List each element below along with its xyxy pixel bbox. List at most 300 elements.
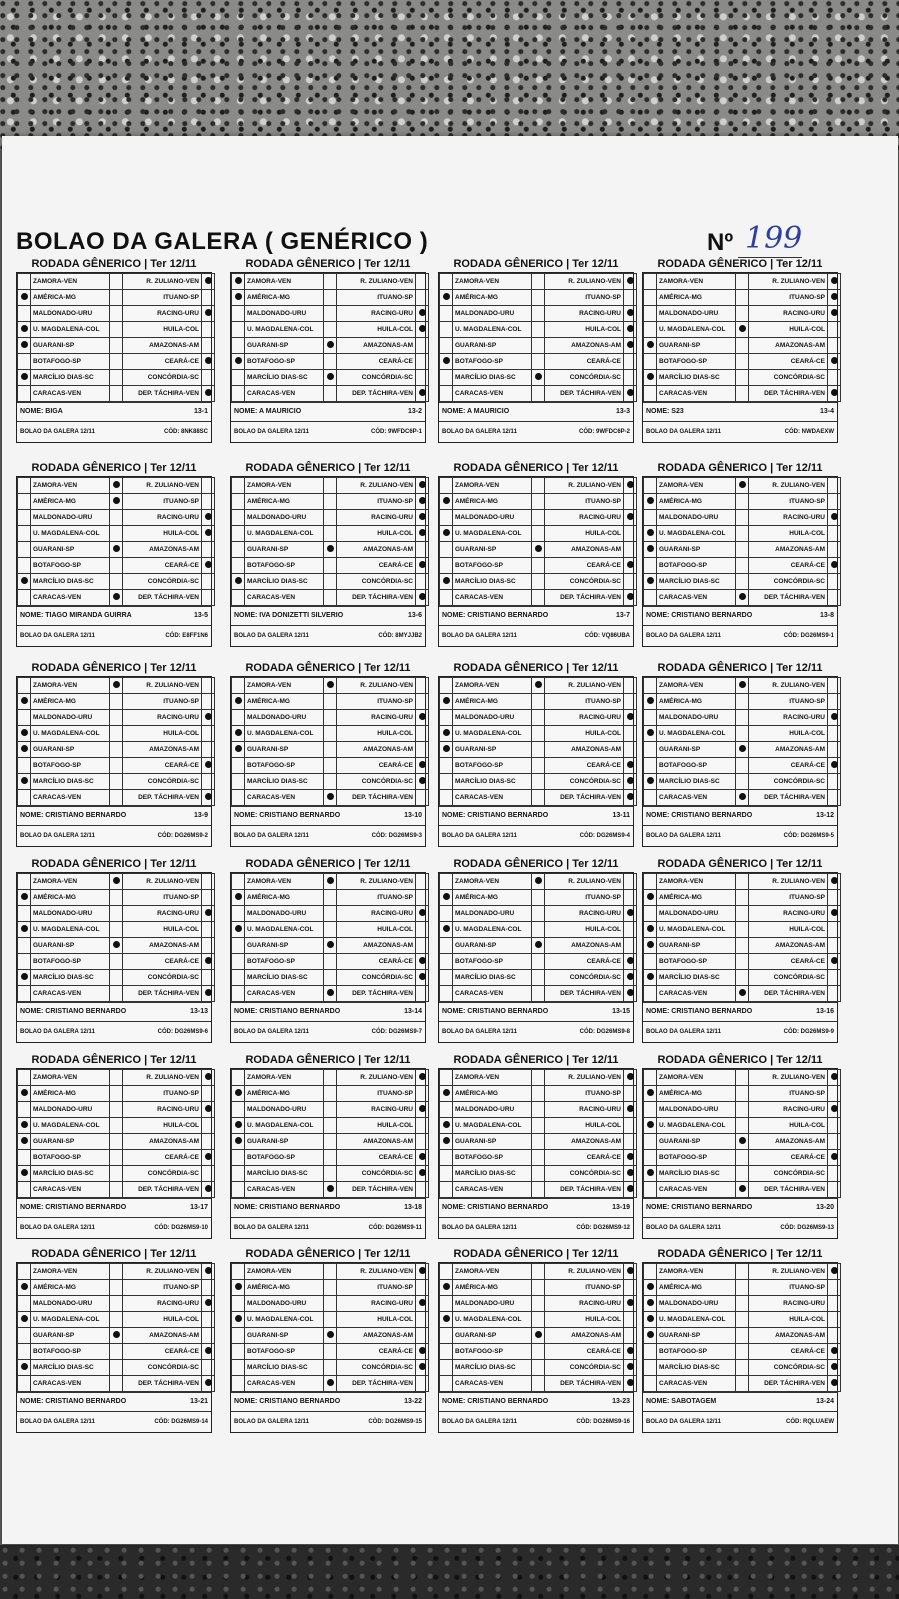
away-pick-mark[interactable] xyxy=(416,1360,429,1376)
away-pick-mark[interactable] xyxy=(416,306,429,322)
away-pick-mark[interactable] xyxy=(202,558,215,574)
home-pick-mark[interactable] xyxy=(232,574,245,590)
home-pick-mark[interactable] xyxy=(18,354,31,370)
draw-pick-mark[interactable] xyxy=(110,1150,123,1166)
home-pick-mark[interactable] xyxy=(232,1376,245,1392)
draw-pick-mark[interactable] xyxy=(324,922,337,938)
home-pick-mark[interactable] xyxy=(232,1166,245,1182)
draw-pick-mark[interactable] xyxy=(324,542,337,558)
home-pick-mark[interactable] xyxy=(18,590,31,606)
away-pick-mark[interactable] xyxy=(416,526,429,542)
home-pick-mark[interactable] xyxy=(232,274,245,290)
draw-pick-mark[interactable] xyxy=(532,1376,545,1392)
away-pick-mark[interactable] xyxy=(416,1150,429,1166)
draw-pick-mark[interactable] xyxy=(532,954,545,970)
away-pick-mark[interactable] xyxy=(624,274,637,290)
home-pick-mark[interactable] xyxy=(644,274,657,290)
away-pick-mark[interactable] xyxy=(828,494,841,510)
away-pick-mark[interactable] xyxy=(416,1134,429,1150)
draw-pick-mark[interactable] xyxy=(110,510,123,526)
away-pick-mark[interactable] xyxy=(828,306,841,322)
home-pick-mark[interactable] xyxy=(644,790,657,806)
away-pick-mark[interactable] xyxy=(202,1376,215,1392)
draw-pick-mark[interactable] xyxy=(324,742,337,758)
away-pick-mark[interactable] xyxy=(624,370,637,386)
home-pick-mark[interactable] xyxy=(440,1344,453,1360)
away-pick-mark[interactable] xyxy=(416,774,429,790)
away-pick-mark[interactable] xyxy=(828,386,841,402)
home-pick-mark[interactable] xyxy=(644,1280,657,1296)
home-pick-mark[interactable] xyxy=(644,694,657,710)
away-pick-mark[interactable] xyxy=(416,922,429,938)
home-pick-mark[interactable] xyxy=(232,1070,245,1086)
away-pick-mark[interactable] xyxy=(624,1376,637,1392)
away-pick-mark[interactable] xyxy=(416,322,429,338)
draw-pick-mark[interactable] xyxy=(736,338,749,354)
away-pick-mark[interactable] xyxy=(416,1182,429,1198)
home-pick-mark[interactable] xyxy=(18,694,31,710)
away-pick-mark[interactable] xyxy=(416,986,429,1002)
away-pick-mark[interactable] xyxy=(828,758,841,774)
draw-pick-mark[interactable] xyxy=(736,890,749,906)
draw-pick-mark[interactable] xyxy=(110,574,123,590)
draw-pick-mark[interactable] xyxy=(324,526,337,542)
home-pick-mark[interactable] xyxy=(440,710,453,726)
draw-pick-mark[interactable] xyxy=(324,1118,337,1134)
draw-pick-mark[interactable] xyxy=(532,322,545,338)
away-pick-mark[interactable] xyxy=(202,1150,215,1166)
draw-pick-mark[interactable] xyxy=(110,494,123,510)
away-pick-mark[interactable] xyxy=(416,694,429,710)
draw-pick-mark[interactable] xyxy=(736,1280,749,1296)
draw-pick-mark[interactable] xyxy=(324,574,337,590)
draw-pick-mark[interactable] xyxy=(532,922,545,938)
home-pick-mark[interactable] xyxy=(440,1328,453,1344)
draw-pick-mark[interactable] xyxy=(324,1344,337,1360)
away-pick-mark[interactable] xyxy=(828,526,841,542)
away-pick-mark[interactable] xyxy=(202,906,215,922)
home-pick-mark[interactable] xyxy=(232,726,245,742)
away-pick-mark[interactable] xyxy=(828,790,841,806)
draw-pick-mark[interactable] xyxy=(532,306,545,322)
draw-pick-mark[interactable] xyxy=(532,1166,545,1182)
draw-pick-mark[interactable] xyxy=(324,874,337,890)
draw-pick-mark[interactable] xyxy=(110,526,123,542)
draw-pick-mark[interactable] xyxy=(532,710,545,726)
home-pick-mark[interactable] xyxy=(18,290,31,306)
draw-pick-mark[interactable] xyxy=(110,1344,123,1360)
draw-pick-mark[interactable] xyxy=(736,774,749,790)
away-pick-mark[interactable] xyxy=(202,290,215,306)
draw-pick-mark[interactable] xyxy=(324,290,337,306)
away-pick-mark[interactable] xyxy=(624,306,637,322)
home-pick-mark[interactable] xyxy=(232,526,245,542)
home-pick-mark[interactable] xyxy=(440,274,453,290)
draw-pick-mark[interactable] xyxy=(736,478,749,494)
home-pick-mark[interactable] xyxy=(18,1264,31,1280)
away-pick-mark[interactable] xyxy=(624,1118,637,1134)
home-pick-mark[interactable] xyxy=(440,890,453,906)
away-pick-mark[interactable] xyxy=(416,494,429,510)
away-pick-mark[interactable] xyxy=(202,1102,215,1118)
draw-pick-mark[interactable] xyxy=(110,386,123,402)
home-pick-mark[interactable] xyxy=(232,1150,245,1166)
away-pick-mark[interactable] xyxy=(202,1134,215,1150)
home-pick-mark[interactable] xyxy=(440,938,453,954)
home-pick-mark[interactable] xyxy=(644,370,657,386)
away-pick-mark[interactable] xyxy=(202,478,215,494)
draw-pick-mark[interactable] xyxy=(110,938,123,954)
away-pick-mark[interactable] xyxy=(828,694,841,710)
away-pick-mark[interactable] xyxy=(624,494,637,510)
draw-pick-mark[interactable] xyxy=(324,1328,337,1344)
away-pick-mark[interactable] xyxy=(202,1264,215,1280)
draw-pick-mark[interactable] xyxy=(324,558,337,574)
away-pick-mark[interactable] xyxy=(202,694,215,710)
draw-pick-mark[interactable] xyxy=(110,370,123,386)
away-pick-mark[interactable] xyxy=(828,274,841,290)
home-pick-mark[interactable] xyxy=(644,890,657,906)
draw-pick-mark[interactable] xyxy=(736,874,749,890)
away-pick-mark[interactable] xyxy=(624,386,637,402)
home-pick-mark[interactable] xyxy=(232,1344,245,1360)
draw-pick-mark[interactable] xyxy=(532,1134,545,1150)
home-pick-mark[interactable] xyxy=(440,1166,453,1182)
home-pick-mark[interactable] xyxy=(644,1070,657,1086)
home-pick-mark[interactable] xyxy=(440,790,453,806)
home-pick-mark[interactable] xyxy=(644,1264,657,1280)
away-pick-mark[interactable] xyxy=(416,874,429,890)
draw-pick-mark[interactable] xyxy=(110,710,123,726)
away-pick-mark[interactable] xyxy=(624,1344,637,1360)
away-pick-mark[interactable] xyxy=(624,890,637,906)
draw-pick-mark[interactable] xyxy=(324,386,337,402)
draw-pick-mark[interactable] xyxy=(736,274,749,290)
away-pick-mark[interactable] xyxy=(828,290,841,306)
draw-pick-mark[interactable] xyxy=(736,922,749,938)
home-pick-mark[interactable] xyxy=(18,274,31,290)
draw-pick-mark[interactable] xyxy=(324,1086,337,1102)
draw-pick-mark[interactable] xyxy=(110,954,123,970)
away-pick-mark[interactable] xyxy=(416,938,429,954)
draw-pick-mark[interactable] xyxy=(532,354,545,370)
home-pick-mark[interactable] xyxy=(644,1328,657,1344)
draw-pick-mark[interactable] xyxy=(532,906,545,922)
draw-pick-mark[interactable] xyxy=(736,742,749,758)
away-pick-mark[interactable] xyxy=(416,1328,429,1344)
away-pick-mark[interactable] xyxy=(828,478,841,494)
home-pick-mark[interactable] xyxy=(644,1118,657,1134)
draw-pick-mark[interactable] xyxy=(324,1182,337,1198)
home-pick-mark[interactable] xyxy=(232,710,245,726)
draw-pick-mark[interactable] xyxy=(736,526,749,542)
draw-pick-mark[interactable] xyxy=(736,970,749,986)
home-pick-mark[interactable] xyxy=(18,938,31,954)
draw-pick-mark[interactable] xyxy=(110,1376,123,1392)
away-pick-mark[interactable] xyxy=(624,590,637,606)
draw-pick-mark[interactable] xyxy=(736,710,749,726)
away-pick-mark[interactable] xyxy=(202,526,215,542)
draw-pick-mark[interactable] xyxy=(324,1102,337,1118)
away-pick-mark[interactable] xyxy=(202,494,215,510)
home-pick-mark[interactable] xyxy=(644,774,657,790)
draw-pick-mark[interactable] xyxy=(532,1360,545,1376)
away-pick-mark[interactable] xyxy=(416,478,429,494)
home-pick-mark[interactable] xyxy=(644,494,657,510)
draw-pick-mark[interactable] xyxy=(532,938,545,954)
away-pick-mark[interactable] xyxy=(828,1150,841,1166)
away-pick-mark[interactable] xyxy=(202,970,215,986)
draw-pick-mark[interactable] xyxy=(110,1264,123,1280)
home-pick-mark[interactable] xyxy=(18,1118,31,1134)
draw-pick-mark[interactable] xyxy=(532,790,545,806)
home-pick-mark[interactable] xyxy=(440,1070,453,1086)
home-pick-mark[interactable] xyxy=(440,678,453,694)
away-pick-mark[interactable] xyxy=(828,510,841,526)
home-pick-mark[interactable] xyxy=(644,542,657,558)
home-pick-mark[interactable] xyxy=(644,1344,657,1360)
away-pick-mark[interactable] xyxy=(202,1360,215,1376)
away-pick-mark[interactable] xyxy=(624,1182,637,1198)
draw-pick-mark[interactable] xyxy=(532,678,545,694)
home-pick-mark[interactable] xyxy=(18,1376,31,1392)
draw-pick-mark[interactable] xyxy=(532,758,545,774)
draw-pick-mark[interactable] xyxy=(736,542,749,558)
away-pick-mark[interactable] xyxy=(624,1296,637,1312)
home-pick-mark[interactable] xyxy=(18,574,31,590)
home-pick-mark[interactable] xyxy=(232,494,245,510)
draw-pick-mark[interactable] xyxy=(324,938,337,954)
home-pick-mark[interactable] xyxy=(232,290,245,306)
home-pick-mark[interactable] xyxy=(644,922,657,938)
away-pick-mark[interactable] xyxy=(828,1360,841,1376)
home-pick-mark[interactable] xyxy=(18,338,31,354)
away-pick-mark[interactable] xyxy=(828,574,841,590)
home-pick-mark[interactable] xyxy=(18,306,31,322)
home-pick-mark[interactable] xyxy=(232,986,245,1002)
draw-pick-mark[interactable] xyxy=(532,1102,545,1118)
away-pick-mark[interactable] xyxy=(624,322,637,338)
draw-pick-mark[interactable] xyxy=(736,1118,749,1134)
home-pick-mark[interactable] xyxy=(232,890,245,906)
draw-pick-mark[interactable] xyxy=(532,386,545,402)
home-pick-mark[interactable] xyxy=(644,938,657,954)
away-pick-mark[interactable] xyxy=(624,906,637,922)
draw-pick-mark[interactable] xyxy=(736,954,749,970)
away-pick-mark[interactable] xyxy=(624,290,637,306)
draw-pick-mark[interactable] xyxy=(110,1070,123,1086)
draw-pick-mark[interactable] xyxy=(110,590,123,606)
home-pick-mark[interactable] xyxy=(18,370,31,386)
home-pick-mark[interactable] xyxy=(644,478,657,494)
draw-pick-mark[interactable] xyxy=(736,1360,749,1376)
draw-pick-mark[interactable] xyxy=(532,370,545,386)
home-pick-mark[interactable] xyxy=(644,1102,657,1118)
away-pick-mark[interactable] xyxy=(416,1312,429,1328)
away-pick-mark[interactable] xyxy=(624,574,637,590)
draw-pick-mark[interactable] xyxy=(110,906,123,922)
draw-pick-mark[interactable] xyxy=(324,322,337,338)
home-pick-mark[interactable] xyxy=(440,1280,453,1296)
home-pick-mark[interactable] xyxy=(440,1150,453,1166)
home-pick-mark[interactable] xyxy=(440,694,453,710)
home-pick-mark[interactable] xyxy=(644,574,657,590)
draw-pick-mark[interactable] xyxy=(736,386,749,402)
draw-pick-mark[interactable] xyxy=(736,370,749,386)
away-pick-mark[interactable] xyxy=(828,1166,841,1182)
away-pick-mark[interactable] xyxy=(624,1312,637,1328)
away-pick-mark[interactable] xyxy=(416,1166,429,1182)
draw-pick-mark[interactable] xyxy=(736,290,749,306)
draw-pick-mark[interactable] xyxy=(110,306,123,322)
away-pick-mark[interactable] xyxy=(202,710,215,726)
away-pick-mark[interactable] xyxy=(828,558,841,574)
draw-pick-mark[interactable] xyxy=(110,694,123,710)
away-pick-mark[interactable] xyxy=(828,1328,841,1344)
draw-pick-mark[interactable] xyxy=(532,890,545,906)
home-pick-mark[interactable] xyxy=(18,710,31,726)
away-pick-mark[interactable] xyxy=(828,1376,841,1392)
home-pick-mark[interactable] xyxy=(440,774,453,790)
home-pick-mark[interactable] xyxy=(644,954,657,970)
away-pick-mark[interactable] xyxy=(202,306,215,322)
home-pick-mark[interactable] xyxy=(440,1118,453,1134)
home-pick-mark[interactable] xyxy=(440,874,453,890)
home-pick-mark[interactable] xyxy=(232,510,245,526)
away-pick-mark[interactable] xyxy=(202,274,215,290)
home-pick-mark[interactable] xyxy=(644,710,657,726)
home-pick-mark[interactable] xyxy=(440,478,453,494)
draw-pick-mark[interactable] xyxy=(532,1312,545,1328)
home-pick-mark[interactable] xyxy=(18,1102,31,1118)
draw-pick-mark[interactable] xyxy=(324,954,337,970)
home-pick-mark[interactable] xyxy=(440,290,453,306)
home-pick-mark[interactable] xyxy=(440,542,453,558)
away-pick-mark[interactable] xyxy=(624,758,637,774)
home-pick-mark[interactable] xyxy=(644,526,657,542)
draw-pick-mark[interactable] xyxy=(324,774,337,790)
away-pick-mark[interactable] xyxy=(416,510,429,526)
away-pick-mark[interactable] xyxy=(624,1102,637,1118)
away-pick-mark[interactable] xyxy=(202,742,215,758)
home-pick-mark[interactable] xyxy=(232,678,245,694)
home-pick-mark[interactable] xyxy=(644,678,657,694)
home-pick-mark[interactable] xyxy=(232,338,245,354)
draw-pick-mark[interactable] xyxy=(532,1280,545,1296)
draw-pick-mark[interactable] xyxy=(110,478,123,494)
draw-pick-mark[interactable] xyxy=(324,790,337,806)
away-pick-mark[interactable] xyxy=(202,874,215,890)
draw-pick-mark[interactable] xyxy=(110,758,123,774)
home-pick-mark[interactable] xyxy=(644,874,657,890)
away-pick-mark[interactable] xyxy=(624,874,637,890)
away-pick-mark[interactable] xyxy=(202,1086,215,1102)
away-pick-mark[interactable] xyxy=(828,1134,841,1150)
draw-pick-mark[interactable] xyxy=(736,306,749,322)
draw-pick-mark[interactable] xyxy=(324,1166,337,1182)
home-pick-mark[interactable] xyxy=(18,1150,31,1166)
draw-pick-mark[interactable] xyxy=(532,726,545,742)
home-pick-mark[interactable] xyxy=(18,922,31,938)
draw-pick-mark[interactable] xyxy=(324,274,337,290)
draw-pick-mark[interactable] xyxy=(110,1134,123,1150)
home-pick-mark[interactable] xyxy=(232,590,245,606)
home-pick-mark[interactable] xyxy=(18,526,31,542)
home-pick-mark[interactable] xyxy=(644,1376,657,1392)
home-pick-mark[interactable] xyxy=(18,386,31,402)
home-pick-mark[interactable] xyxy=(18,890,31,906)
draw-pick-mark[interactable] xyxy=(532,542,545,558)
home-pick-mark[interactable] xyxy=(440,906,453,922)
home-pick-mark[interactable] xyxy=(232,542,245,558)
draw-pick-mark[interactable] xyxy=(532,970,545,986)
home-pick-mark[interactable] xyxy=(644,1182,657,1198)
home-pick-mark[interactable] xyxy=(232,1328,245,1344)
away-pick-mark[interactable] xyxy=(416,290,429,306)
away-pick-mark[interactable] xyxy=(202,1118,215,1134)
draw-pick-mark[interactable] xyxy=(736,1102,749,1118)
away-pick-mark[interactable] xyxy=(202,758,215,774)
away-pick-mark[interactable] xyxy=(416,590,429,606)
home-pick-mark[interactable] xyxy=(440,338,453,354)
away-pick-mark[interactable] xyxy=(828,954,841,970)
draw-pick-mark[interactable] xyxy=(532,290,545,306)
draw-pick-mark[interactable] xyxy=(736,1328,749,1344)
away-pick-mark[interactable] xyxy=(202,954,215,970)
away-pick-mark[interactable] xyxy=(202,726,215,742)
home-pick-mark[interactable] xyxy=(644,1360,657,1376)
away-pick-mark[interactable] xyxy=(828,338,841,354)
draw-pick-mark[interactable] xyxy=(324,678,337,694)
home-pick-mark[interactable] xyxy=(232,1264,245,1280)
draw-pick-mark[interactable] xyxy=(110,1182,123,1198)
away-pick-mark[interactable] xyxy=(624,986,637,1002)
away-pick-mark[interactable] xyxy=(828,1264,841,1280)
away-pick-mark[interactable] xyxy=(828,742,841,758)
home-pick-mark[interactable] xyxy=(18,1312,31,1328)
home-pick-mark[interactable] xyxy=(644,1086,657,1102)
home-pick-mark[interactable] xyxy=(18,1134,31,1150)
away-pick-mark[interactable] xyxy=(202,510,215,526)
away-pick-mark[interactable] xyxy=(202,542,215,558)
home-pick-mark[interactable] xyxy=(440,322,453,338)
draw-pick-mark[interactable] xyxy=(532,874,545,890)
home-pick-mark[interactable] xyxy=(440,1296,453,1312)
away-pick-mark[interactable] xyxy=(828,1182,841,1198)
draw-pick-mark[interactable] xyxy=(324,478,337,494)
away-pick-mark[interactable] xyxy=(416,1264,429,1280)
home-pick-mark[interactable] xyxy=(232,938,245,954)
home-pick-mark[interactable] xyxy=(232,874,245,890)
away-pick-mark[interactable] xyxy=(624,1134,637,1150)
draw-pick-mark[interactable] xyxy=(736,1086,749,1102)
home-pick-mark[interactable] xyxy=(232,922,245,938)
draw-pick-mark[interactable] xyxy=(324,1134,337,1150)
away-pick-mark[interactable] xyxy=(624,526,637,542)
home-pick-mark[interactable] xyxy=(440,354,453,370)
draw-pick-mark[interactable] xyxy=(324,494,337,510)
draw-pick-mark[interactable] xyxy=(110,1166,123,1182)
draw-pick-mark[interactable] xyxy=(532,574,545,590)
away-pick-mark[interactable] xyxy=(416,1344,429,1360)
draw-pick-mark[interactable] xyxy=(324,1312,337,1328)
draw-pick-mark[interactable] xyxy=(324,986,337,1002)
away-pick-mark[interactable] xyxy=(202,1166,215,1182)
draw-pick-mark[interactable] xyxy=(532,494,545,510)
away-pick-mark[interactable] xyxy=(416,386,429,402)
away-pick-mark[interactable] xyxy=(202,986,215,1002)
draw-pick-mark[interactable] xyxy=(736,678,749,694)
